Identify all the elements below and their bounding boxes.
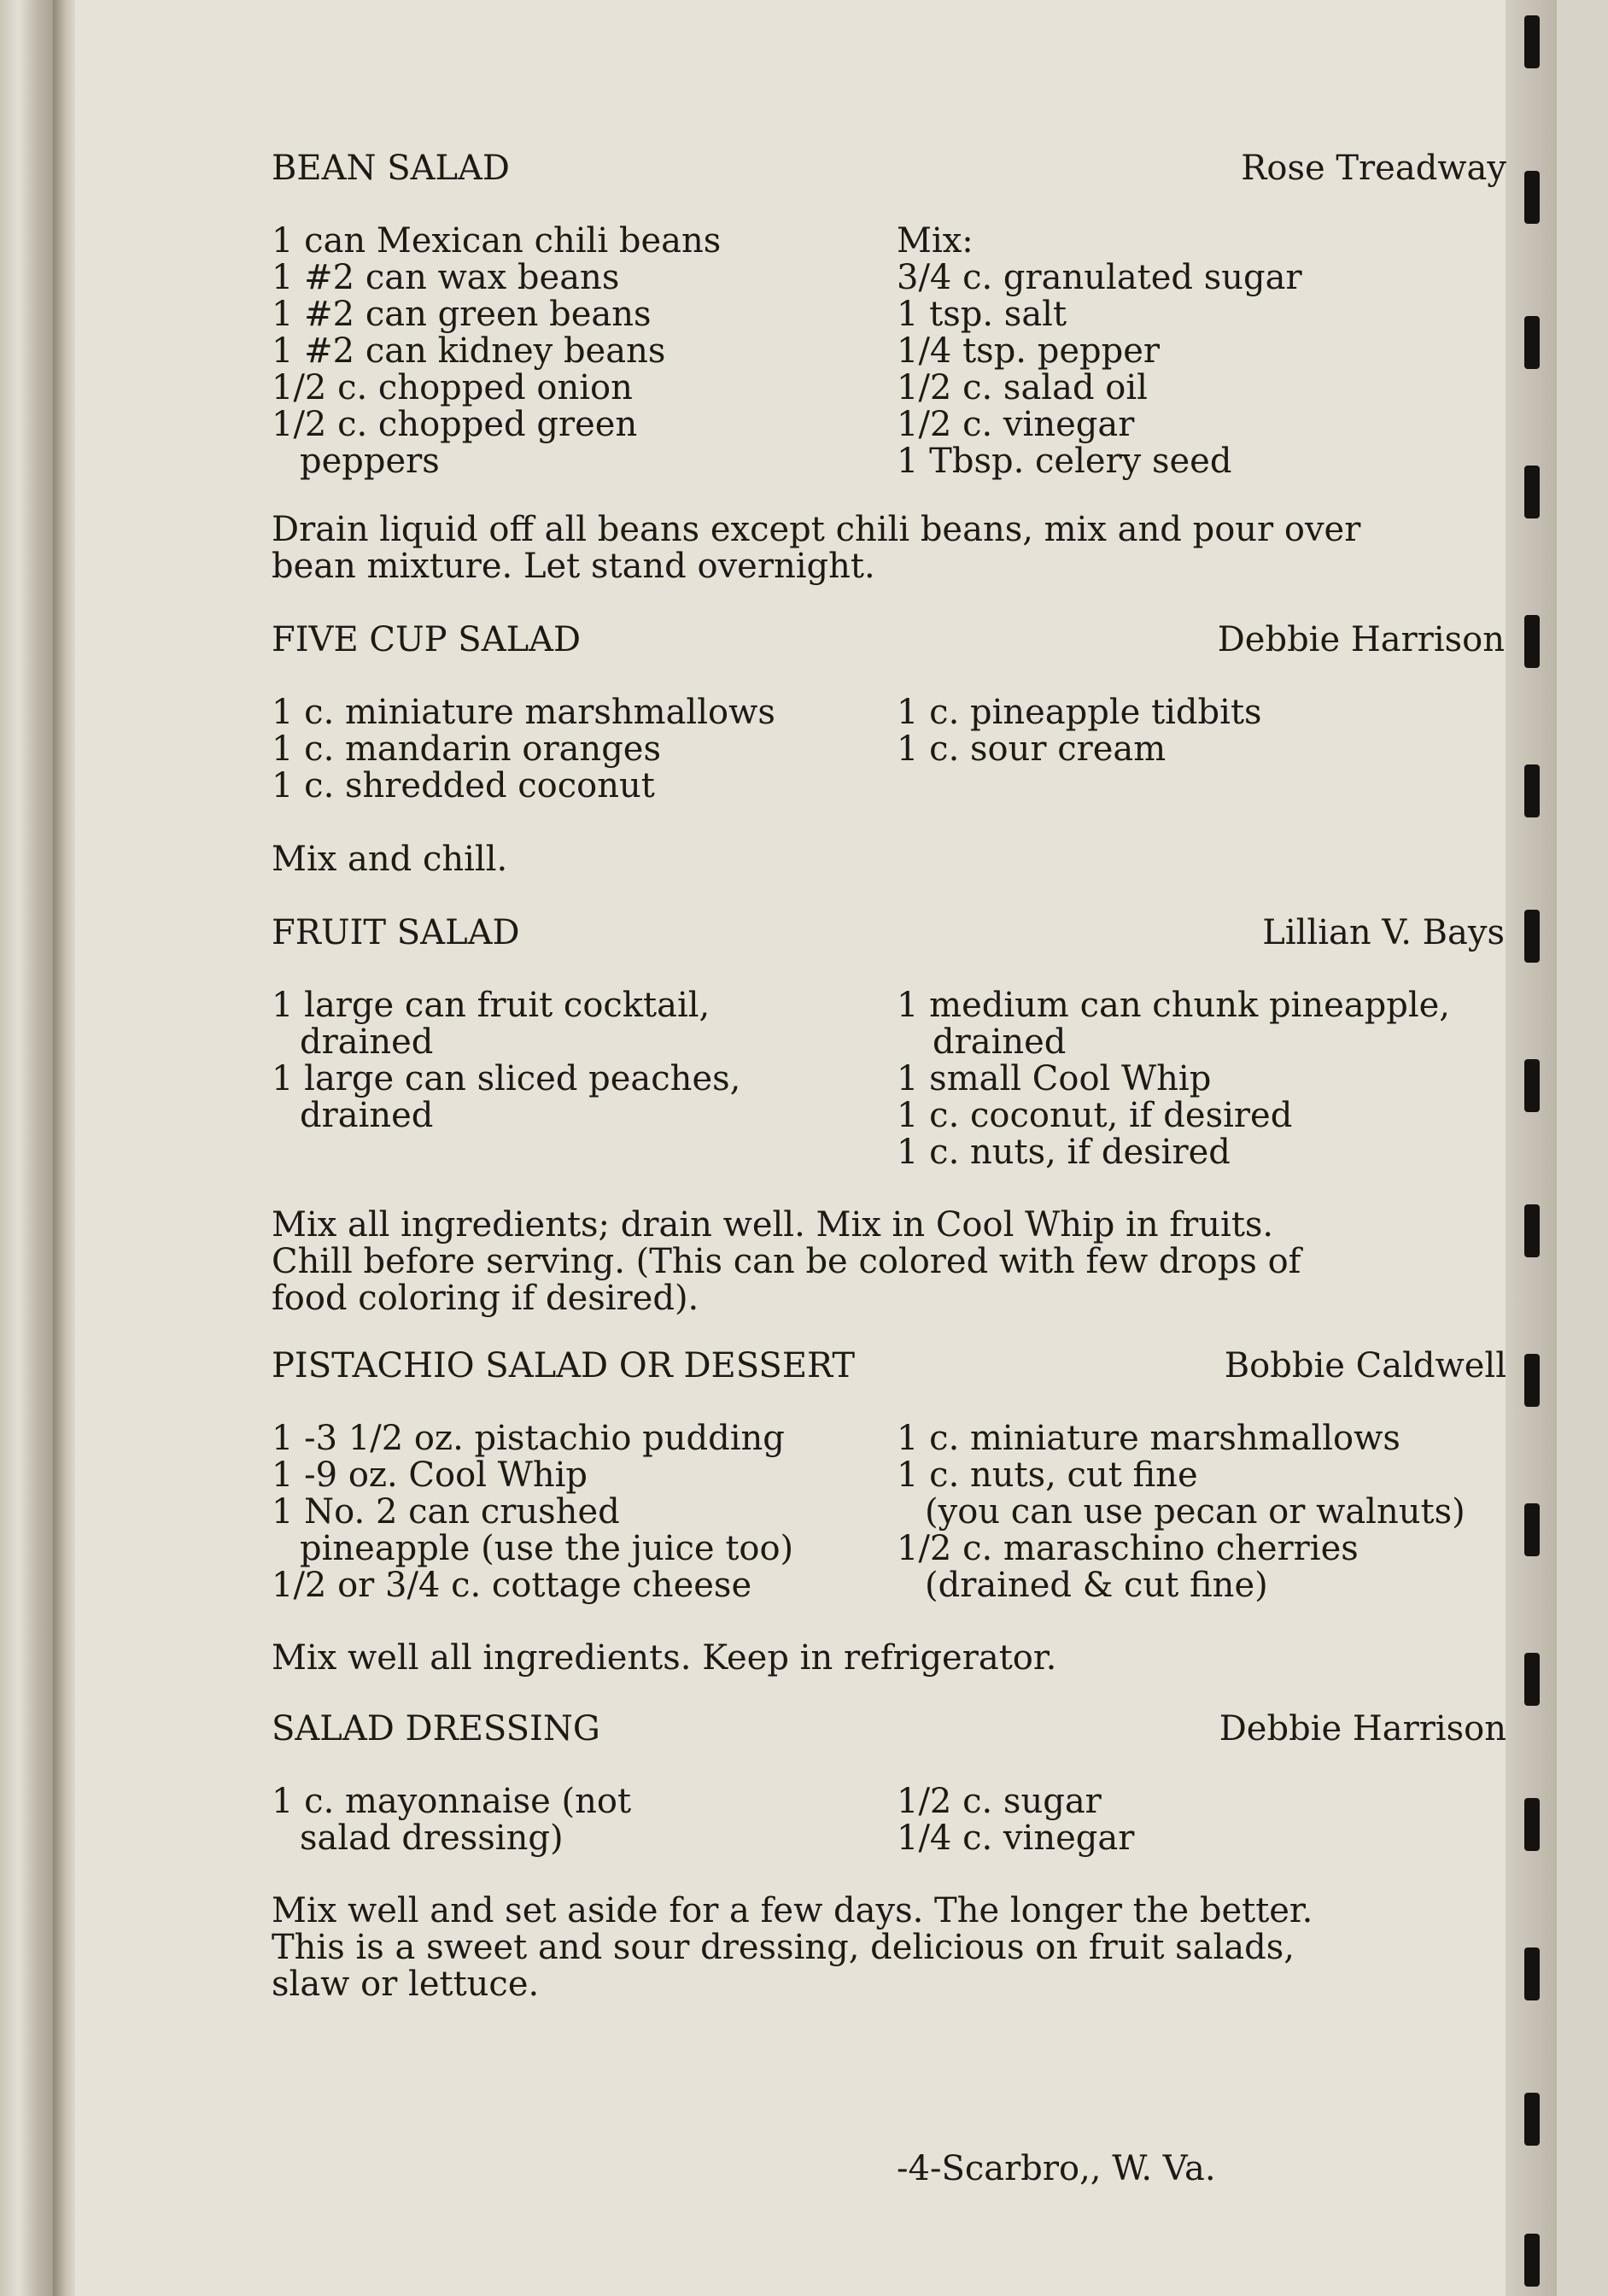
recipe-author: Rose Treadway	[1241, 149, 1506, 188]
recipe-title: BEAN SALAD	[272, 149, 511, 188]
recipe-directions	[272, 841, 1501, 878]
ingredient-line: 1 c. sour cream	[897, 729, 1167, 769]
page-content	[272, 0, 1506, 2296]
spiral-binding	[1506, 0, 1557, 2296]
binding-left	[0, 0, 53, 2296]
ingredient-line: peppers	[300, 442, 440, 481]
recipe-title: FRUIT SALAD	[272, 913, 520, 952]
binding-coil	[1524, 615, 1540, 668]
direction-line: slaw or lettuce.	[272, 1965, 540, 2004]
direction-line: food coloring if desired).	[272, 1279, 699, 1318]
ingredients-right	[897, 694, 1512, 768]
recipe-five-cup-salad	[272, 620, 1505, 805]
binding-coil	[1524, 910, 1540, 963]
ingredient-line: drained	[933, 1022, 1067, 1062]
ingredient-line: 1/2 c. vinegar	[897, 405, 1135, 444]
ingredient-line: 1 medium can chunk pineapple,	[897, 986, 1451, 1025]
binding-coil	[1524, 1653, 1540, 1706]
ingredient-line: 1/2 c. chopped green	[272, 405, 638, 444]
ingredient-line: 1 c. nuts, cut fine	[897, 1456, 1198, 1495]
binding-coil	[1524, 2234, 1540, 2287]
ingredient-line: 1 small Cool Whip	[897, 1059, 1212, 1098]
ingredient-line: 1/2 c. salad oil	[897, 368, 1148, 407]
recipe-title: FIVE CUP SALAD	[272, 620, 582, 659]
ingredients-right	[897, 1420, 1512, 1604]
recipe-directions	[272, 1640, 1501, 1677]
ingredient-line: 1/2 or 3/4 c. cottage cheese	[272, 1566, 752, 1605]
ingredient-line: 1 -3 1/2 oz. pistachio pudding	[272, 1419, 785, 1458]
direction-line: bean mixture. Let stand overnight.	[272, 547, 875, 586]
recipe-author: Lillian V. Bays	[1262, 913, 1505, 952]
recipe-directions	[272, 1893, 1501, 2003]
ingredient-line: pineapple (use the juice too)	[300, 1529, 794, 1568]
recipe-salad-dressing	[272, 1709, 1506, 1858]
recipe-author: Debbie Harrison	[1219, 1709, 1506, 1748]
recipe-directions	[272, 1207, 1501, 1317]
ingredient-line: (you can use pecan or walnuts)	[925, 1492, 1465, 1532]
ingredient-line: 1/2 c. chopped onion	[272, 368, 633, 407]
ingredient-line: 1 c. mandarin oranges	[272, 729, 661, 769]
recipe-bean-salad	[272, 149, 1506, 481]
ingredient-line: 1 large can sliced peaches,	[272, 1059, 741, 1098]
page-footer: -4-Scarbro,, W. Va.	[897, 2149, 1216, 2188]
ingredient-line: 3/4 c. granulated sugar	[897, 258, 1302, 297]
recipe-pistachio-salad	[272, 1346, 1506, 1605]
ingredient-line: 1 large can fruit cocktail,	[272, 986, 710, 1025]
ingredients-left	[272, 1784, 886, 1857]
binding-coil	[1524, 466, 1540, 518]
ingredients-left	[272, 987, 886, 1134]
recipe-author: Bobbie Caldwell	[1224, 1346, 1506, 1385]
ingredient-line: 1 c. miniature marshmallows	[272, 693, 775, 732]
binding-coil	[1524, 1204, 1540, 1257]
direction-line: Mix well and set aside for a few days. The longer the better.	[272, 1891, 1313, 1930]
binding-coil	[1524, 171, 1540, 224]
ingredients-left	[272, 223, 886, 480]
direction-line: Mix and chill.	[272, 840, 508, 879]
ingredient-line: 1 #2 can kidney beans	[272, 331, 666, 371]
binding-coil	[1524, 1798, 1540, 1851]
recipe-title: SALAD DRESSING	[272, 1709, 600, 1748]
ingredient-line: drained	[300, 1022, 434, 1062]
ingredient-line: 1 c. miniature marshmallows	[897, 1419, 1400, 1458]
binding-coil	[1524, 1503, 1540, 1556]
ingredient-line: 1 c. pineapple tidbits	[897, 693, 1262, 732]
ingredient-line: 1 #2 can wax beans	[272, 258, 620, 297]
ingredients-right	[897, 987, 1512, 1171]
recipe-directions	[272, 512, 1501, 585]
ingredient-line: 1 tsp. salt	[897, 295, 1067, 334]
recipe-title: PISTACHIO SALAD OR DESSERT	[272, 1346, 856, 1385]
ingredient-line: 1 Tbsp. celery seed	[897, 442, 1232, 481]
binding-coil	[1524, 1948, 1540, 2000]
direction-line: This is a sweet and sour dressing, delicious on fruit salads,	[272, 1928, 1295, 1967]
ingredient-line: Mix:	[897, 221, 974, 261]
ingredient-line: 1/2 c. sugar	[897, 1782, 1102, 1821]
recipe-fruit-salad	[272, 913, 1505, 1172]
ingredient-line: 1 -9 oz. Cool Whip	[272, 1456, 588, 1495]
recipe-author: Debbie Harrison	[1217, 620, 1505, 659]
ingredients-right	[897, 1784, 1512, 1857]
ingredient-line: 1 No. 2 can crushed	[272, 1492, 620, 1532]
ingredient-line: salad dressing)	[300, 1819, 564, 1858]
ingredient-line: 1 c. nuts, if desired	[897, 1133, 1231, 1172]
ingredient-line: 1 c. coconut, if desired	[897, 1096, 1293, 1135]
direction-line: Mix all ingredients; drain well. Mix in Cool Whip in fruits.	[272, 1205, 1274, 1245]
direction-line: Mix well all ingredients. Keep in refrigerator.	[272, 1638, 1057, 1678]
binding-coil	[1524, 15, 1540, 68]
ingredient-line: 1 can Mexican chili beans	[272, 221, 722, 261]
ingredient-line: 1/2 c. maraschino cherries	[897, 1529, 1359, 1568]
ingredient-line: (drained & cut fine)	[925, 1566, 1268, 1605]
binding-coil	[1524, 764, 1540, 817]
ingredient-line: 1 #2 can green beans	[272, 295, 652, 334]
ingredients-left	[272, 1420, 886, 1604]
binding-coil	[1524, 316, 1540, 369]
ingredients-left	[272, 694, 886, 805]
binding-coil	[1524, 1059, 1540, 1112]
ingredients-right	[897, 223, 1512, 480]
ingredient-line: 1/4 c. vinegar	[897, 1819, 1135, 1858]
binding-edge	[53, 0, 75, 2296]
ingredient-line: 1 c. mayonnaise (not	[272, 1782, 632, 1821]
binding-coil	[1524, 2093, 1540, 2146]
direction-line: Drain liquid off all beans except chili beans, mix and pour over	[272, 510, 1361, 549]
ingredient-line: drained	[300, 1096, 434, 1135]
ingredient-line: 1 c. shredded coconut	[272, 766, 655, 805]
ingredient-line: 1/4 tsp. pepper	[897, 331, 1161, 371]
binding-coil	[1524, 1354, 1540, 1407]
direction-line: Chill before serving. (This can be colored with few drops of	[272, 1242, 1301, 1281]
